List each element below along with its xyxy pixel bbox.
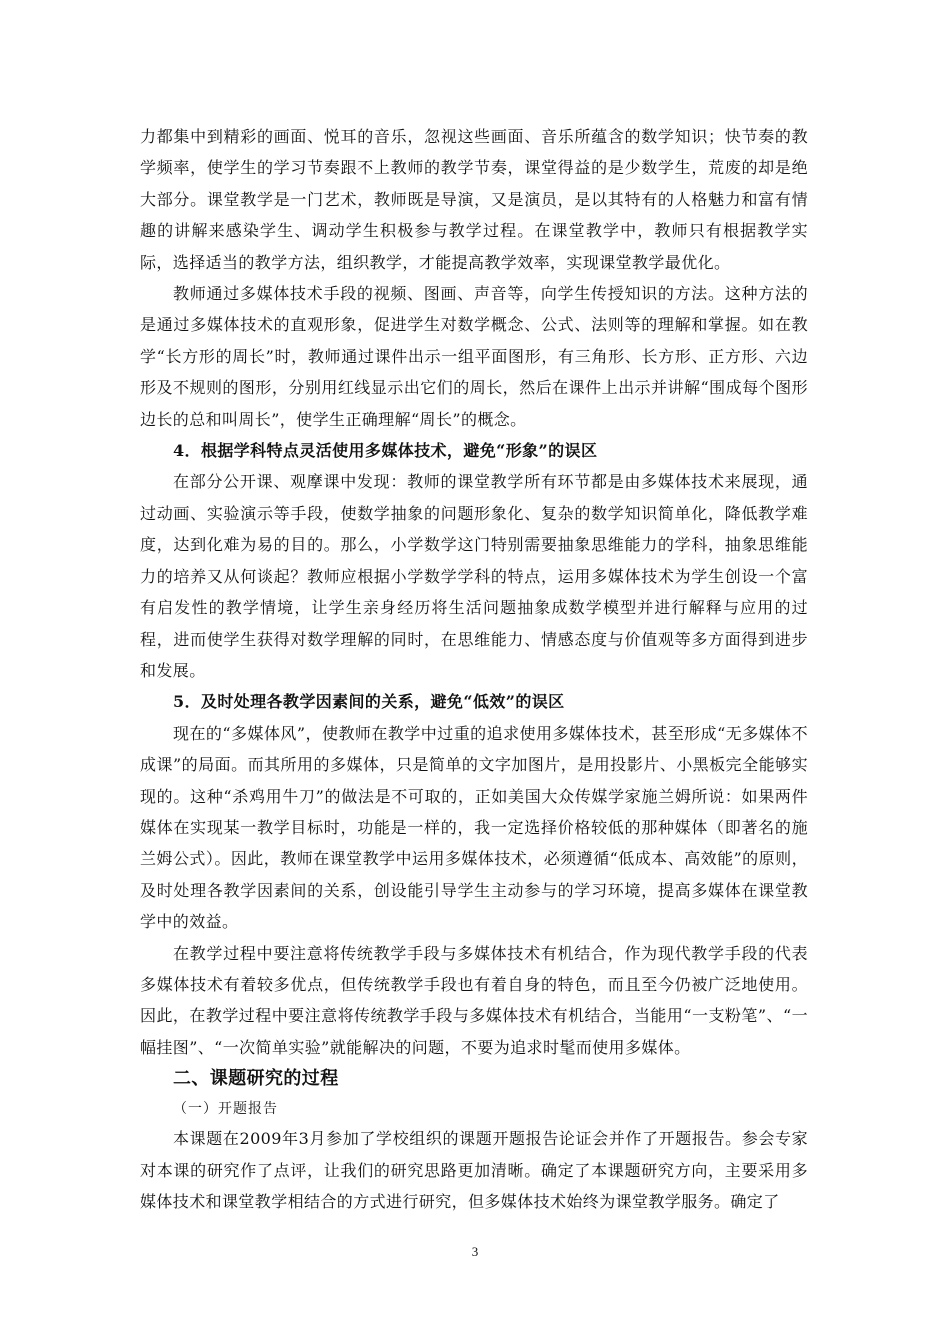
paragraph: 在部分公开课、观摩课中发现：教师的课堂教学所有环节都是由多媒体技术来展现，通过动画、实验演示等手段，使数学抽象的问题形象化、复杂的数学知识简单化，降低教学难度，达到化难为易的目的。那么，小学数学这门特别需要抽象思维能力的学科，抽象思维能力的培养又从何谈起？教师应根据小学数学学科的特点，运用多媒体技术为学生创设一个富有启发性的教学情境，让学生亲身经历将生活问题抽象成数学模型并进行解释与应用的过程，进而使学生获得对数学理解的同时，在思维能力、情感态度与价值观等多方面得到进步和发展。 <box>140 472 808 680</box>
subsection-heading: （一）开题报告 <box>173 1101 278 1118</box>
paragraph: 教师通过多媒体技术手段的视频、图画、声音等，向学生传授知识的方法。这种方法的是通过多媒体技术的直观形象，促进学生对数学概念、公式、法则等的理解和掌握。如在教学“长方形的周长”时，教师通过课件出示一组平面图形，有三角形、长方形、正方形、六边形及不规则的图形，分别用红线显示出它们的周长，然后在课件上出示并讲解“围成每个图形边长的总和叫周长”，使学生正确理解“周长”的概念。 <box>140 284 808 429</box>
numbered-heading-4: 4．根据学科特点灵活使用多媒体技术，避免“形象”的误区 <box>173 441 598 461</box>
page-number: 3 <box>471 1244 479 1259</box>
section-heading: 二、课题研究的过程 <box>173 1068 339 1090</box>
numbered-heading-5: 5．及时处理各教学因素间的关系，避免“低效”的误区 <box>173 692 565 712</box>
paragraph: 力都集中到精彩的画面、悦耳的音乐，忽视这些画面、音乐所蕴含的数学知识；快节奏的教学频率，使学生的学习节奏跟不上教师的教学节奏，课堂得益的是少数学生，荒废的却是绝大部分。课堂教学是一门艺术，教师既是导演，又是演员，是以其特有的人格魅力和富有情趣的讲解来感染学生、调动学生积极参与教学过程。在课堂教学中，教师只有根据教学实际，选择适当的教学方法，组织教学，才能提高教学效率，实现课堂教学最优化。 <box>140 127 808 272</box>
paragraph: 现在的“多媒体风”，使教师在教学中过重的追求使用多媒体技术，甚至形成“无多媒体不成课”的局面。而其所用的多媒体，只是简单的文字加图片，是用投影片、小黑板完全能够实现的。这种“杀鸡用牛刀”的做法是不可取的，正如美国大众传媒学家施兰姆所说：如果两件媒体在实现某一教学目标时，功能是一样的，我一定选择价格较低的那种媒体（即著名的施兰姆公式）。因此，教师在课堂教学中运用多媒体技术，必须遵循“低成本、高效能”的原则，及时处理各教学因素间的关系，创设能引导学生主动参与的学习环境，提高多媒体在课堂教学中的效益。 <box>140 723 808 932</box>
paragraph: 本课题在2009年3月参加了学校组织的课题开题报告论证会并作了开题报告。参会专家对本课的研究作了点评，让我们的研究思路更加清晰。确定了本课题研究方向，主要采用多媒体技术和课堂教学相结合的方式进行研究，但多媒体技术始终为课堂教学服务。确定了 <box>140 1129 808 1211</box>
paragraph: 在教学过程中要注意将传统教学手段与多媒体技术有机结合，作为现代教学手段的代表多媒体技术有着较多优点，但传统教学手段也有着自身的特色，而且至今仍被广泛地使用。因此，在教学过程中要注意将传统教学手段与多媒体技术有机结合，当能用“一支粉笔”、“一幅挂图”、“一次简单实验”就能解决的问题，不要为追求时髦而使用多媒体。 <box>140 943 808 1057</box>
document-body <box>140 121 808 1217</box>
